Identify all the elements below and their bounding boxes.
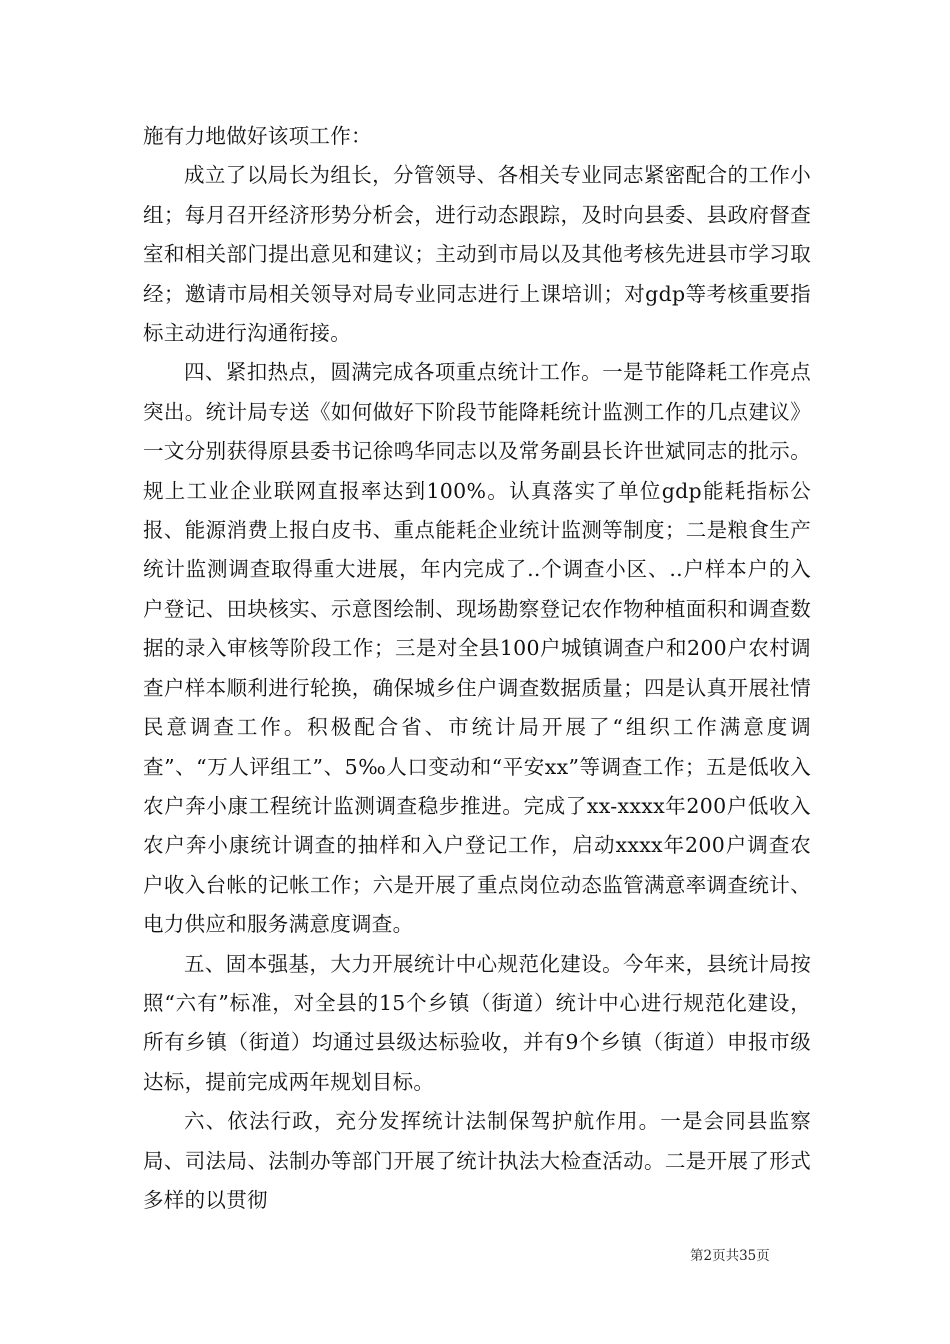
paragraph-intro-fragment: 施有力地做好该项工作： — [143, 124, 372, 148]
document-body — [143, 117, 811, 1220]
paragraph-section-five: 五、固本强基，大力开展统计中心规范化建设。今年来，县统计局按照“六有”标准，对全县的15个乡镇（街道）统计中心进行规范化建设，所有乡镇（街道）均通过县级达标验收，并有9个乡镇（街道）申报市级达标，提前完成两年规划目标。 — [143, 951, 811, 1094]
paragraph-section-six: 六、依法行政，充分发挥统计法制保驾护航作用。一是会同县监察局、司法局、法制办等部门开展了统计执法大检查活动。二是开展了形式多样的以贯彻 — [143, 1109, 811, 1212]
paragraph-work-group: 成立了以局长为组长，分管领导、各相关专业同志紧密配合的工作小组；每月召开经济形势分析会，进行动态跟踪，及时向县委、县政府督查室和相关部门提出意见和建议；主动到市局以及其他考核先进县市学习取经；邀请市局相关领导对局专业同志进行上课培训；对gdp等考核重要指标主动进行沟通衔接。 — [143, 163, 811, 346]
page-number-footer: 第2页共35页 — [690, 1248, 770, 1264]
paragraph-section-four: 四、紧扣热点，圆满完成各项重点统计工作。一是节能降耗工作亮点突出。统计局专送《如何做好下阶段节能降耗统计监测工作的几点建议》一文分别获得原县委书记徐鸣华同志以及常务副县长许世斌同志的批示。规上工业企业联网直报率达到100%。认真落实了单位gdp能耗指标公报、能源消费上报白皮书、重点能耗企业统计监测等制度；二是粮食生产统计监测调查取得重大进展，年内完成了..个调查小区、..户样本户的入户登记、田块核实、示意图绘制、现场勘察登记农作物种植面积和调查数据的录入审核等阶段工作；三是对全县100户城镇调查户和200户农村调查户样本顺利进行轮换，确保城乡住户调查数据质量；四是认真开展社情民意调查工作。积极配合省、市统计局开展了“组织工作满意度调查”、“万人评组工”、5‰人口变动和“平安xx”等调查工作；五是低收入农户奔小康工程统计监测调查稳步推进。完成了xx-xxxx年200户低收入农户奔小康统计调查的抽样和入户登记工作，启动xxxx年200户调查农户收入台帐的记帐工作；六是开展了重点岗位动态监管满意率调查统计、电力供应和服务满意度调查。 — [143, 360, 811, 937]
